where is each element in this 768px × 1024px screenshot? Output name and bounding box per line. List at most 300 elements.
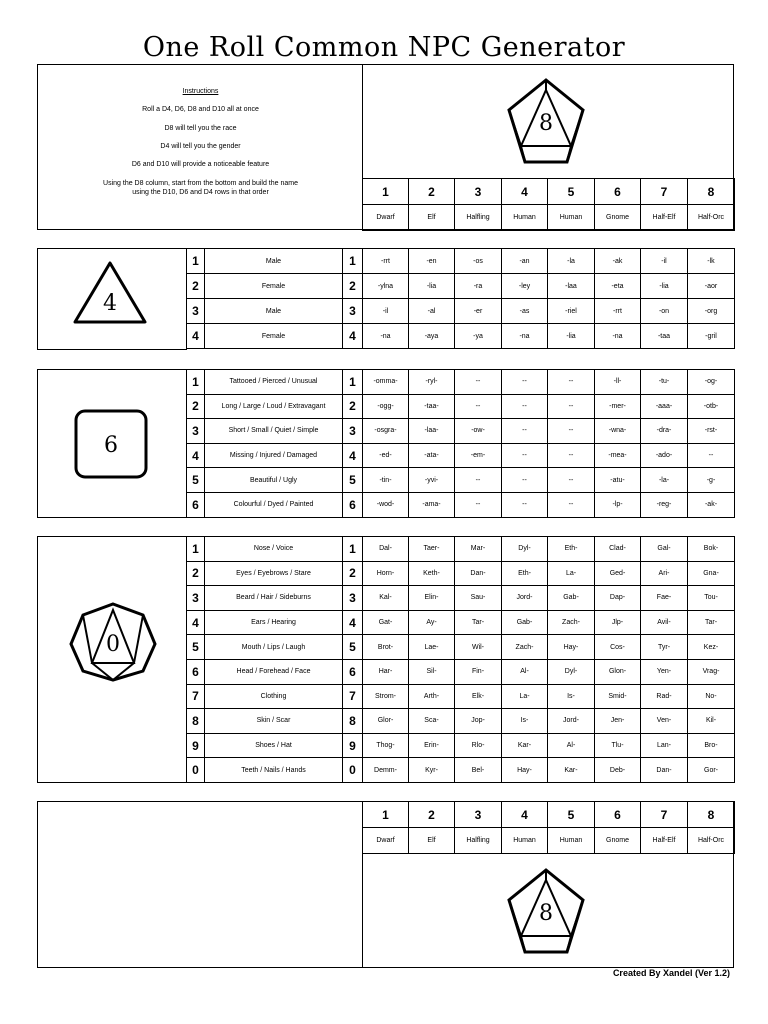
credit: Created By Xandel (Ver 1.2) [612, 968, 730, 978]
name-part: Sca- [409, 709, 455, 734]
table-row [187, 492, 735, 517]
name-part: Brot- [363, 635, 409, 660]
name-part: -tu- [641, 370, 688, 395]
name-part: Kar- [502, 733, 548, 758]
name-part: -ed- [363, 443, 409, 468]
table-row [187, 586, 735, 611]
name-part: -- [455, 370, 502, 395]
roll-number: 8 [187, 709, 205, 734]
name-part: -aor [688, 274, 735, 299]
race-name-row [363, 828, 735, 854]
name-part: -aya [409, 324, 455, 349]
roll-number: 6 [187, 659, 205, 684]
d6-icon [73, 408, 149, 480]
race-name: Halfling [455, 828, 502, 854]
name-part: Jen- [595, 709, 641, 734]
name-part: Al- [502, 659, 548, 684]
name-part: Bok- [688, 537, 735, 562]
name-part: -mer- [595, 394, 641, 419]
name-part: -er [455, 299, 502, 324]
name-part: -osgra- [363, 419, 409, 444]
race-number: 4 [502, 802, 548, 828]
name-part: Gna- [688, 561, 735, 586]
name-part: -- [548, 419, 595, 444]
name-part: -taa- [409, 394, 455, 419]
roll-number: 2 [343, 394, 363, 419]
name-part: Wil- [455, 635, 502, 660]
name-part: Tou- [688, 586, 735, 611]
name-part: Hay- [502, 758, 548, 783]
name-part: -ya [455, 324, 502, 349]
instruction-line: Using the D8 column, start from the bottom and build the name [103, 180, 298, 187]
roll-number: 4 [187, 610, 205, 635]
roll-number: 4 [187, 443, 205, 468]
race-number: 4 [502, 179, 548, 205]
feature-label: Shoes / Hat [205, 733, 343, 758]
name-part: Jop- [455, 709, 502, 734]
name-part: -ata- [409, 443, 455, 468]
table-row [187, 299, 735, 324]
race-name: Elf [409, 828, 455, 854]
name-part: La- [548, 561, 595, 586]
table-row [187, 537, 735, 562]
roll-number: 6 [343, 492, 363, 517]
name-part: -- [502, 370, 548, 395]
name-part: -ylna [363, 274, 409, 299]
feature-label: Missing / Injured / Damaged [205, 443, 343, 468]
name-part: -org [688, 299, 735, 324]
name-part: -riel [548, 299, 595, 324]
name-part: Dyl- [548, 659, 595, 684]
name-part: -la- [641, 468, 688, 493]
name-part: -ll- [595, 370, 641, 395]
d4-table [186, 248, 735, 349]
name-part: Kyr- [409, 758, 455, 783]
table-row [187, 684, 735, 709]
name-part: -og- [688, 370, 735, 395]
name-part: Vrag- [688, 659, 735, 684]
race-name: Human [502, 205, 548, 231]
name-part: Arth- [409, 684, 455, 709]
roll-number: 1 [187, 537, 205, 562]
instructions-heading: Instructions [182, 88, 219, 95]
name-part: No- [688, 684, 735, 709]
name-part: Jlp- [595, 610, 641, 635]
race-number: 3 [455, 179, 502, 205]
race-name: Half-Elf [641, 828, 688, 854]
name-part: Avil- [641, 610, 688, 635]
feature-label: Beautiful / Ugly [205, 468, 343, 493]
feature-label: Female [205, 274, 343, 299]
name-part: -ado- [641, 443, 688, 468]
roll-number: 7 [187, 684, 205, 709]
d6-value: 6 [104, 433, 118, 458]
instruction-line: D8 will tell you the race [164, 125, 237, 132]
race-number: 1 [363, 802, 409, 828]
name-part: -eta [595, 274, 641, 299]
page-title: One Roll Common NPC Generator [142, 32, 626, 63]
name-part: -- [548, 370, 595, 395]
name-part: -na [595, 324, 641, 349]
name-part: -lia [641, 274, 688, 299]
name-part: -il [363, 299, 409, 324]
d8-value-bottom: 8 [539, 901, 553, 926]
name-part: -ogg- [363, 394, 409, 419]
roll-number: 5 [187, 635, 205, 660]
name-part: Lan- [641, 733, 688, 758]
name-part: -os [455, 249, 502, 274]
roll-number: 3 [187, 586, 205, 611]
roll-number: 9 [343, 733, 363, 758]
name-part: -- [502, 419, 548, 444]
roll-number: 0 [187, 758, 205, 783]
name-part: Rad- [641, 684, 688, 709]
table-row [187, 733, 735, 758]
roll-number: 4 [343, 324, 363, 349]
name-part: -- [455, 492, 502, 517]
name-part: -otb- [688, 394, 735, 419]
name-part: Gal- [641, 537, 688, 562]
name-part: Gab- [502, 610, 548, 635]
name-part: -en [409, 249, 455, 274]
roll-number: 0 [343, 758, 363, 783]
roll-number: 7 [343, 684, 363, 709]
name-part: Mar- [455, 537, 502, 562]
table-row [187, 249, 735, 274]
d8-value: 8 [539, 111, 553, 136]
feature-label: Skin / Scar [205, 709, 343, 734]
race-name: Half-Orc [688, 205, 735, 231]
name-part: Al- [548, 733, 595, 758]
name-part: -reg- [641, 492, 688, 517]
name-part: Jord- [548, 709, 595, 734]
name-part: -il [641, 249, 688, 274]
name-part: Yen- [641, 659, 688, 684]
name-part: -- [688, 443, 735, 468]
race-name: Gnome [595, 828, 641, 854]
name-part: Kez- [688, 635, 735, 660]
table-row [187, 635, 735, 660]
name-part: -al [409, 299, 455, 324]
name-part: Tar- [455, 610, 502, 635]
name-part: -an [502, 249, 548, 274]
name-part: Clad- [595, 537, 641, 562]
table-row [187, 709, 735, 734]
name-part: -ak [595, 249, 641, 274]
d10-value: 0 [106, 632, 120, 657]
roll-number: 6 [343, 659, 363, 684]
name-part: Gat- [363, 610, 409, 635]
name-part: Dal- [363, 537, 409, 562]
name-part: -yvi- [409, 468, 455, 493]
name-part: -rrt [595, 299, 641, 324]
instruction-line: Roll a D4, D6, D8 and D10 all at once [142, 106, 259, 113]
name-part: -wod- [363, 492, 409, 517]
name-part: Dan- [641, 758, 688, 783]
name-part: Lae- [409, 635, 455, 660]
d8-icon [505, 76, 587, 166]
roll-number: 3 [187, 299, 205, 324]
feature-label: Long / Large / Loud / Extravagant [205, 394, 343, 419]
name-part: Erin- [409, 733, 455, 758]
feature-label: Short / Small / Quiet / Simple [205, 419, 343, 444]
race-number: 3 [455, 802, 502, 828]
table-row [187, 610, 735, 635]
name-part: -laa- [409, 419, 455, 444]
d6-table [186, 369, 735, 518]
feature-label: Mouth / Lips / Laugh [205, 635, 343, 660]
name-part: -- [455, 468, 502, 493]
feature-label: Colourful / Dyed / Painted [205, 492, 343, 517]
race-name: Human [502, 828, 548, 854]
race-name: Dwarf [363, 828, 409, 854]
race-name: Elf [409, 205, 455, 231]
race-name: Half-Orc [688, 828, 735, 854]
name-part: -ryl- [409, 370, 455, 395]
name-part: Tar- [688, 610, 735, 635]
race-name-row [363, 205, 735, 231]
roll-number: 1 [187, 249, 205, 274]
name-part: Smid- [595, 684, 641, 709]
race-number: 5 [548, 802, 595, 828]
name-part: Eth- [502, 561, 548, 586]
roll-number: 1 [343, 370, 363, 395]
name-part: Glon- [595, 659, 641, 684]
race-number: 7 [641, 802, 688, 828]
name-part: -- [502, 492, 548, 517]
roll-number: 5 [187, 468, 205, 493]
feature-label: Tattooed / Pierced / Unusual [205, 370, 343, 395]
name-part: Fin- [455, 659, 502, 684]
name-part: -- [548, 394, 595, 419]
race-number: 1 [363, 179, 409, 205]
roll-number: 3 [343, 419, 363, 444]
name-part: Har- [363, 659, 409, 684]
roll-number: 1 [343, 537, 363, 562]
name-part: Hay- [548, 635, 595, 660]
name-part: -- [455, 394, 502, 419]
name-part: Demm- [363, 758, 409, 783]
name-part: -lk [688, 249, 735, 274]
roll-number: 4 [343, 443, 363, 468]
name-part: Is- [548, 684, 595, 709]
race-number: 8 [688, 179, 735, 205]
instruction-line: using the D10, D6 and D4 rows in that order [132, 189, 269, 196]
table-row [187, 324, 735, 349]
feature-label: Head / Forehead / Face [205, 659, 343, 684]
name-part: Sil- [409, 659, 455, 684]
name-part: Zach- [502, 635, 548, 660]
name-part: -on [641, 299, 688, 324]
name-part: Ay- [409, 610, 455, 635]
race-number: 7 [641, 179, 688, 205]
table-row [187, 561, 735, 586]
name-part: Tyr- [641, 635, 688, 660]
name-part: Dan- [455, 561, 502, 586]
name-part: -- [548, 443, 595, 468]
name-part: Bro- [688, 733, 735, 758]
roll-number: 2 [187, 394, 205, 419]
name-part: -tin- [363, 468, 409, 493]
name-part: -laa [548, 274, 595, 299]
d10-table [186, 536, 735, 783]
name-part: -ra [455, 274, 502, 299]
name-part: Kal- [363, 586, 409, 611]
table-row [187, 370, 735, 395]
name-part: -ama- [409, 492, 455, 517]
race-number-row [363, 802, 735, 828]
name-part: -lia [409, 274, 455, 299]
race-name: Halfling [455, 205, 502, 231]
name-part: Fae- [641, 586, 688, 611]
table-row [187, 419, 735, 444]
race-number: 5 [548, 179, 595, 205]
name-part: -- [548, 468, 595, 493]
instruction-line: D4 will tell you the gender [160, 143, 241, 150]
name-part: -na [363, 324, 409, 349]
name-part: -rst- [688, 419, 735, 444]
feature-label: Teeth / Nails / Hands [205, 758, 343, 783]
name-part: -- [502, 394, 548, 419]
instructions [38, 64, 363, 230]
name-part: -taa [641, 324, 688, 349]
feature-label: Ears / Hearing [205, 610, 343, 635]
name-part: Ged- [595, 561, 641, 586]
race-table-top [362, 178, 735, 231]
feature-label: Beard / Hair / Sideburns [205, 586, 343, 611]
name-part: Is- [502, 709, 548, 734]
name-part: Taer- [409, 537, 455, 562]
race-name: Dwarf [363, 205, 409, 231]
name-part: -g- [688, 468, 735, 493]
name-part: Jord- [502, 586, 548, 611]
name-part: -- [502, 443, 548, 468]
name-part: Elk- [455, 684, 502, 709]
roll-number: 3 [343, 299, 363, 324]
name-part: Kar- [548, 758, 595, 783]
roll-number: 2 [343, 561, 363, 586]
roll-number: 3 [187, 419, 205, 444]
name-part: -lp- [595, 492, 641, 517]
roll-number: 1 [343, 249, 363, 274]
race-number: 6 [595, 179, 641, 205]
name-part: La- [502, 684, 548, 709]
d10-icon [68, 601, 158, 683]
feature-label: Male [205, 299, 343, 324]
name-part: -- [502, 468, 548, 493]
name-part: Elin- [409, 586, 455, 611]
name-part: -lia [548, 324, 595, 349]
feature-label: Female [205, 324, 343, 349]
name-part: Rlo- [455, 733, 502, 758]
name-part: -as [502, 299, 548, 324]
name-part: Dyl- [502, 537, 548, 562]
d8-icon-bottom [505, 866, 587, 956]
name-part: Ari- [641, 561, 688, 586]
name-part: Strom- [363, 684, 409, 709]
name-part: -gril [688, 324, 735, 349]
name-part: -em- [455, 443, 502, 468]
feature-label: Clothing [205, 684, 343, 709]
name-part: Thog- [363, 733, 409, 758]
name-part: Deb- [595, 758, 641, 783]
name-part: -na [502, 324, 548, 349]
roll-number: 4 [343, 610, 363, 635]
name-part: Dap- [595, 586, 641, 611]
name-part: -wna- [595, 419, 641, 444]
race-number: 2 [409, 179, 455, 205]
table-row [187, 659, 735, 684]
name-part: -omma- [363, 370, 409, 395]
name-part: -la [548, 249, 595, 274]
table-row [187, 274, 735, 299]
race-name: Gnome [595, 205, 641, 231]
name-part: -mea- [595, 443, 641, 468]
table-row [187, 443, 735, 468]
roll-number: 6 [187, 492, 205, 517]
table-row [187, 468, 735, 493]
name-part: Ven- [641, 709, 688, 734]
name-part: -rrt [363, 249, 409, 274]
roll-number: 4 [187, 324, 205, 349]
instruction-line: D6 and D10 will provide a noticeable feature [131, 161, 270, 168]
roll-number: 2 [187, 274, 205, 299]
roll-number: 9 [187, 733, 205, 758]
name-part: Horn- [363, 561, 409, 586]
table-row [187, 758, 735, 783]
roll-number: 2 [187, 561, 205, 586]
name-part: -ow- [455, 419, 502, 444]
name-part: -ak- [688, 492, 735, 517]
table-row [187, 394, 735, 419]
race-name: Human [548, 828, 595, 854]
name-part: Kil- [688, 709, 735, 734]
name-part: Glor- [363, 709, 409, 734]
race-number: 8 [688, 802, 735, 828]
name-part: Tlu- [595, 733, 641, 758]
name-part: Zach- [548, 610, 595, 635]
name-part: Gab- [548, 586, 595, 611]
name-part: Bel- [455, 758, 502, 783]
race-number: 6 [595, 802, 641, 828]
name-part: Keth- [409, 561, 455, 586]
race-number-row [363, 179, 735, 205]
roll-number: 1 [187, 370, 205, 395]
race-name: Half-Elf [641, 205, 688, 231]
feature-label: Nose / Voice [205, 537, 343, 562]
roll-number: 2 [343, 274, 363, 299]
d4-icon [70, 258, 150, 328]
roll-number: 3 [343, 586, 363, 611]
race-table-bottom [362, 801, 735, 854]
name-part: -dra- [641, 419, 688, 444]
feature-label: Eyes / Eyebrows / Stare [205, 561, 343, 586]
name-part: Sau- [455, 586, 502, 611]
d4-value: 4 [103, 291, 117, 316]
name-part: Cos- [595, 635, 641, 660]
race-name: Human [548, 205, 595, 231]
name-part: -aaa- [641, 394, 688, 419]
roll-number: 5 [343, 468, 363, 493]
name-part: -atu- [595, 468, 641, 493]
feature-label: Male [205, 249, 343, 274]
roll-number: 8 [343, 709, 363, 734]
name-part: -ley [502, 274, 548, 299]
name-part: Gor- [688, 758, 735, 783]
roll-number: 5 [343, 635, 363, 660]
name-part: Eth- [548, 537, 595, 562]
name-part: -- [548, 492, 595, 517]
